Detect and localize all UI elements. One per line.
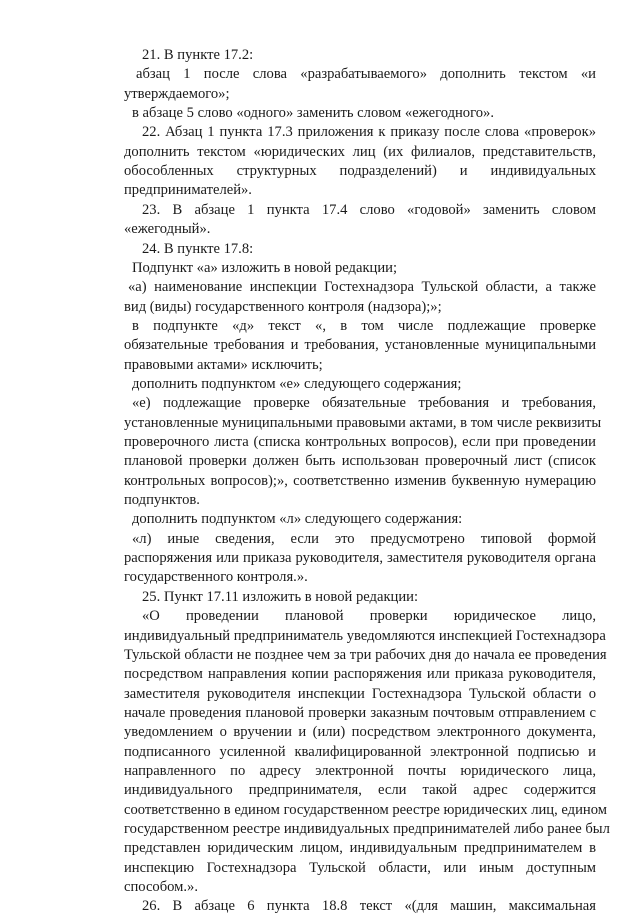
text-line: способом.». — [124, 879, 198, 896]
text-line: 25. Пункт 17.11 изложить в новой редакции: — [142, 588, 419, 605]
text-line: установленные муниципальными правовыми актами, в том числе реквизиты — [124, 414, 602, 431]
text-line: 23. В абзаце 1 пункта 17.4 слово «годовой» заменить словом — [142, 201, 596, 218]
text-line: подпунктов. — [124, 492, 200, 509]
text-line: в абзаце 5 слово «одного» заменить словом «ежегодного». — [132, 105, 494, 122]
text-line: плановой проверки должен быть использован проверочный лист (список — [124, 453, 596, 470]
text-line: государственном реестре индивидуальных предпринимателей либо ранее был — [124, 821, 610, 837]
text-line: утверждаемого»; — [124, 85, 230, 102]
text-line: проверочного листа (списка контрольных вопросов), если при проведении — [124, 434, 596, 450]
text-line: дополнить подпунктом «л» следующего содержания: — [132, 511, 463, 528]
text-line: «е) подлежащие проверке обязательные требования и требования, — [132, 395, 596, 412]
text-line: дополнить текстом «юридических лиц (их филиалов, представительств, — [124, 143, 596, 160]
text-line: начале проведения плановой проверки заказным почтовым отправлением с — [124, 704, 596, 721]
text-line: «ежегодный». — [124, 221, 211, 238]
text-line: вид (виды) государственного контроля (надзора);»; — [124, 298, 442, 315]
text-line: направленного по адресу электронной почты юридического лица, — [124, 762, 596, 779]
text-line: дополнить подпунктом «е» следующего содержания; — [132, 375, 462, 392]
text-line: абзац 1 после слова «разрабатываемого» дополнить текстом «и — [136, 66, 596, 83]
text-line: обособленных структурных подразделений) и индивидуальных — [124, 163, 596, 180]
text-line: Тульской области не позднее чем за три рабочих дня до начала ее проведения — [124, 646, 607, 663]
text-line: в подпункте «д» текст «, в том числе подлежащие проверке — [132, 317, 596, 334]
text-line: «л) иные сведения, если это предусмотрено типовой формой — [132, 530, 596, 547]
text-line: контрольных вопросов);», соответственно изменив буквенную нумерацию — [124, 472, 596, 489]
text-line: соответственно в едином государственном реестре юридических лиц, едином — [124, 801, 607, 818]
text-line: уведомлением о вручении и (или) посредством электронного документа, — [124, 724, 596, 741]
text-line: индивидуальный предприниматель уведомляются инспекцией Гостехнадзора — [124, 627, 606, 644]
text-line: индивидуального предпринимателя, если такой адрес содержится — [124, 782, 596, 799]
text-line: обязательные требования и требования, установленные муниципальными — [124, 337, 596, 354]
text-line: 26. В абзаце 6 пункта 18.8 текст «(для машин, максимальная — [142, 898, 596, 915]
text-line: Подпункт «а» изложить в новой редакции; — [132, 259, 398, 276]
text-line: 21. В пункте 17.2: — [142, 47, 254, 63]
text-line: заместителя руководителя инспекции Гостехнадзора Тульской области о — [124, 685, 596, 702]
text-line: правовыми актами» исключить; — [124, 356, 323, 373]
text-line: «а) наименование инспекции Гостехнадзора Тульской области, а также — [128, 279, 596, 296]
text-line: представлен юридическим лицом, индивидуальным предпринимателем в — [124, 840, 596, 857]
text-line: посредством направления копии распоряжения или приказа руководителя, — [124, 666, 596, 683]
text-line: 24. В пункте 17.8: — [142, 240, 254, 257]
text-line: 22. Абзац 1 пункта 17.3 приложения к приказу после слова «проверок» — [142, 124, 596, 141]
text-line: государственного контроля.». — [124, 569, 308, 586]
text-line: предпринимателей». — [124, 182, 252, 199]
text-line: инспекцию Гостехнадзора Тульской области, или иным доступным — [124, 859, 596, 876]
text-line: подписанного усиленной квалифицированной электронной подписью и — [124, 743, 596, 760]
text-line: распоряжения или приказа руководителя, заместителя руководителя органа — [124, 550, 596, 567]
text-line: «О проведении плановой проверки юридическое лицо, — [142, 608, 596, 625]
